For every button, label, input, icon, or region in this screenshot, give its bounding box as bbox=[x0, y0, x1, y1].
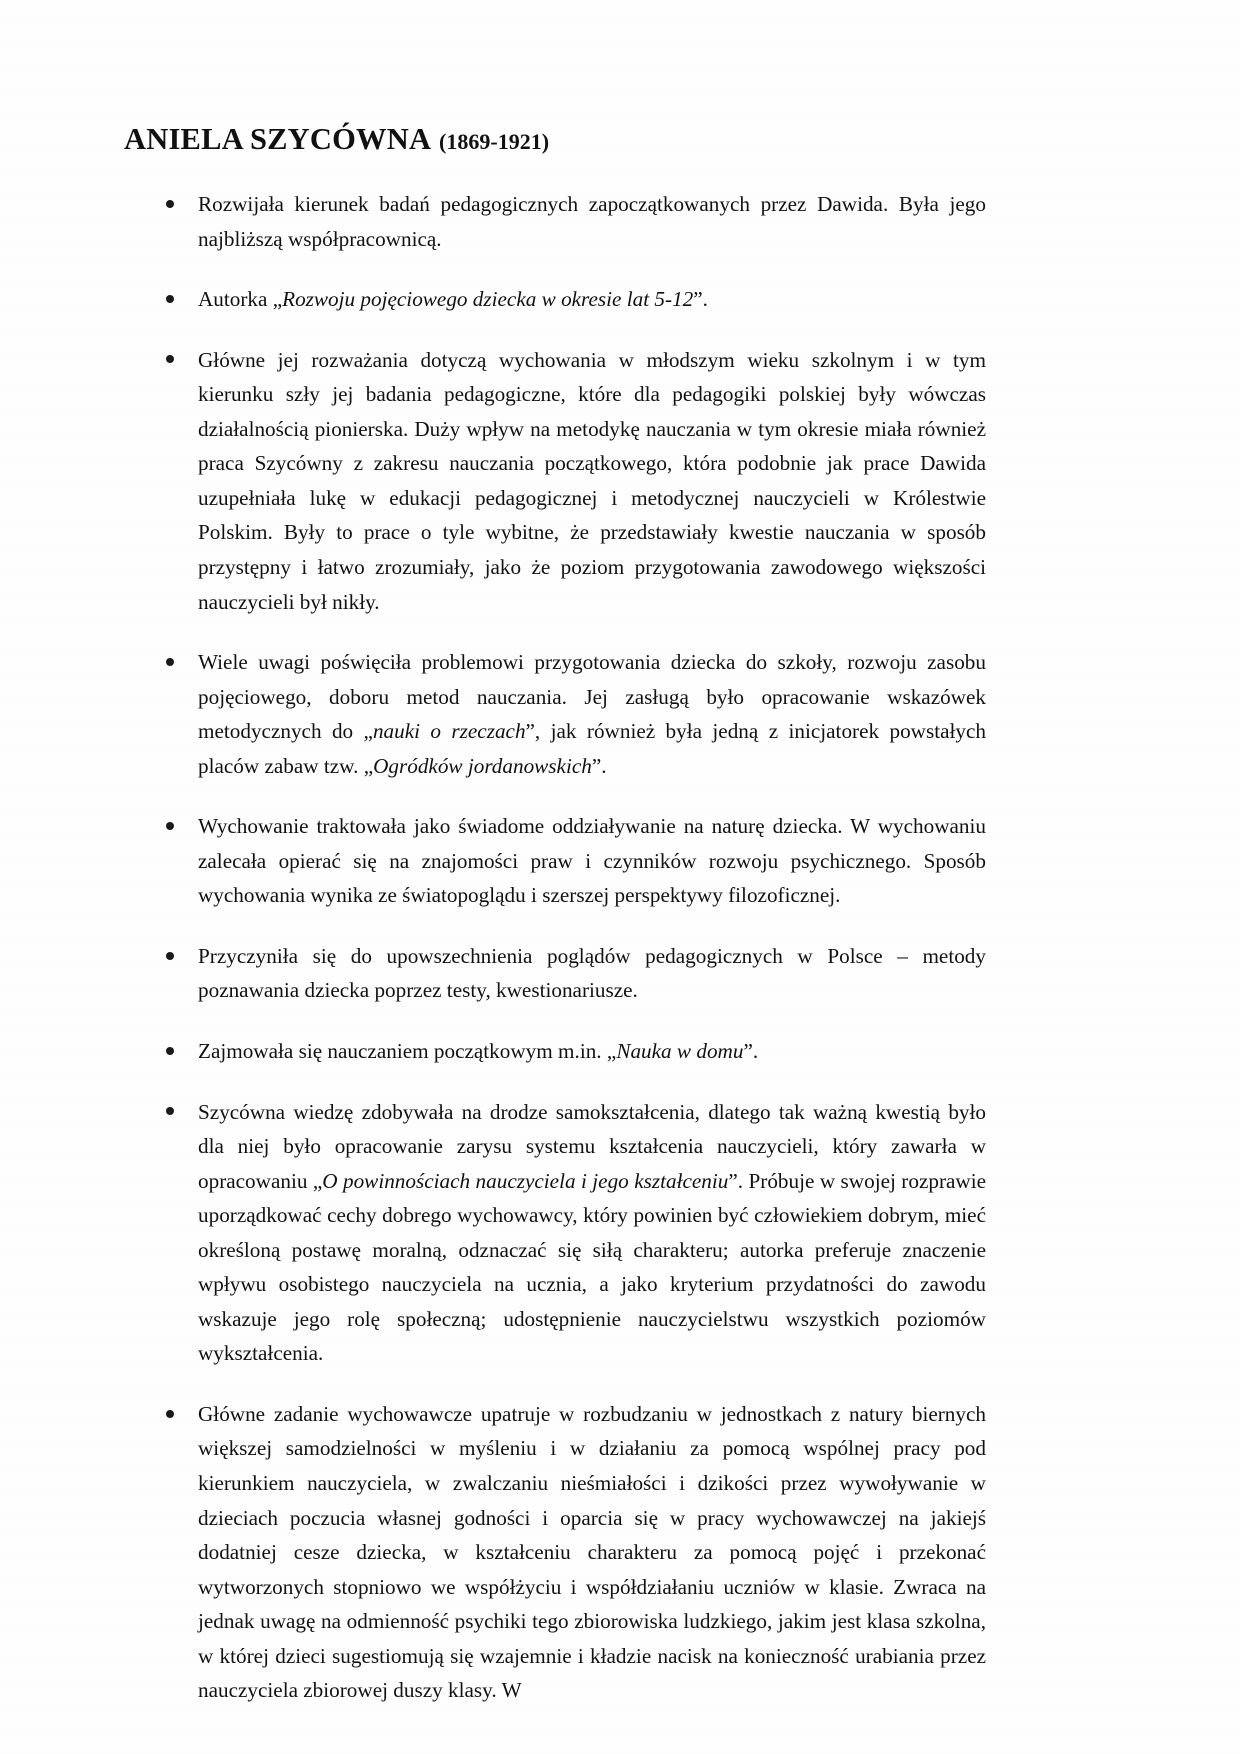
document-content bbox=[124, 122, 986, 1708]
bullet-point-icon bbox=[166, 295, 174, 303]
bullet-point-icon bbox=[166, 658, 174, 666]
list-item-text bbox=[198, 1095, 986, 1371]
page-title-years: (1869-1921) bbox=[439, 129, 550, 154]
list-item bbox=[124, 809, 986, 913]
list-item bbox=[124, 939, 986, 1008]
italic-work-title: O powinnościach nauczyciela i jego kształceniu bbox=[322, 1168, 729, 1193]
italic-work-title: Nauka w domu bbox=[616, 1039, 744, 1063]
list-item bbox=[124, 1034, 986, 1069]
list-item bbox=[124, 1397, 986, 1708]
list-item-text bbox=[198, 809, 986, 913]
text-run: ”. bbox=[591, 753, 607, 778]
list-item-text bbox=[198, 282, 986, 317]
text-run: ”. bbox=[693, 287, 708, 312]
list-item bbox=[124, 187, 986, 256]
text-run: Zajmowała się nauczaniem początkowym m.in. „ bbox=[198, 1039, 617, 1063]
bullet-point-icon bbox=[166, 1107, 174, 1115]
list-item-text bbox=[198, 343, 986, 619]
list-item-text bbox=[198, 187, 986, 256]
bullet-list bbox=[124, 187, 986, 1708]
list-item-text bbox=[198, 1397, 986, 1708]
text-run: Szycówna wiedzę zdobywała na drodze samokształcenia, dlatego tak ważną kwestią było dla niej było opracowanie zarysu systemu kształcenia nauczycieli, który zawarła w opracowaniu „ bbox=[198, 1099, 986, 1193]
italic-work-title: Ogródków jordanowskich bbox=[373, 753, 592, 778]
list-item bbox=[124, 645, 986, 783]
page-title bbox=[124, 122, 986, 157]
text-run: Wiele uwagi poświęciła problemowi przygotowania dziecka do szkoły, rozwoju zasobu pojęciowego, doboru metod nauczania. Jej zasługą było opracowanie wskazówek metodycznych do „ bbox=[198, 650, 986, 744]
text-run: Przyczyniła się do upowszechnienia poglądów pedagogicznych w Polsce – metody poznawania dziecka poprzez testy, kwestionariusze. bbox=[198, 943, 986, 1003]
bullet-point-icon bbox=[166, 1410, 174, 1418]
bullet-point-icon bbox=[166, 1047, 174, 1055]
text-run: Główne jej rozważania dotyczą wychowania w młodszym wieku szkolnym i w tym kierunku szły jej badania pedagogiczne, które dla pedagogiki polskiej były wówczas działalnością pionierska. Duży wpływ na metodykę nauczania w tym okresie miała również praca Szycówny z zakresu nauczania początkowego, która podobnie jak prace Dawida uzupełniała lukę w edukacji pedagogicznej i metodycznej nauczycieli w Królestwie Polskim. Były to prace o tyle wybitne, że przedstawiały kwestie nauczania w sposób przystępny i łatwo zrozumiały, jako że poziom przygotowania zawodowego większości nauczycieli był nikły. bbox=[198, 347, 986, 614]
italic-work-title: Rozwoju pojęciowego dziecka w okresie lat 5-12 bbox=[282, 287, 694, 312]
text-run: Autorka „ bbox=[198, 287, 283, 312]
text-run: Rozwijała kierunek badań pedagogicznych zapoczątkowanych przez Dawida. Była jego najbliższą współpracownicą. bbox=[198, 192, 986, 251]
text-run: ”. Próbuje w swojej rozprawie uporządkować cechy dobrego wychowawcy, który powinien być człowiekiem dobrym, mieć określoną postawę moralną, odznaczać się siłą charakteru; autorka preferuje znaczenie wpływu osobistego nauczyciela na ucznia, a jako kryterium przydatności do zawodu wskazuje jego rolę społeczną; udostępnienie nauczycielstwu wszystkich poziomów wykształcenia. bbox=[198, 1168, 987, 1366]
list-item bbox=[124, 343, 986, 619]
list-item-text bbox=[198, 645, 986, 783]
bullet-point-icon bbox=[166, 822, 174, 830]
text-run: ”. bbox=[743, 1039, 759, 1063]
list-item-text bbox=[198, 939, 986, 1008]
text-run: Główne zadanie wychowawcze upatruje w rozbudzaniu w jednostkach z natury biernych większej samodzielności w myśleniu i w działaniu za pomocą wspólnej pracy pod kierunkiem nauczyciela, w zwalczaniu nieśmiałości i dzikości przez wywoływanie w dzieciach poczucia własnej godności i oparcia się w pracy wychowawczej na jakiejś dodatniej cesze dziecka, w kształceniu charakteru za pomocą pojęć i przekonać wytworzonych stopniowo we współżyciu i współdziałaniu uczniów w klasie. Zwraca na jednak uwagę na odmienność psychiki tego zbiorowiska ludzkiego, jakim jest klasa szkolna, w której dzieci sugestiomują się wzajemnie i kładzie nacisk na konieczność urabiania przez nauczyciela zbiorowej duszy klasy. W bbox=[198, 1401, 986, 1703]
list-item bbox=[124, 282, 986, 317]
bullet-point-icon bbox=[166, 952, 174, 960]
list-item bbox=[124, 1095, 986, 1371]
text-run: ”, jak również była jedną z inicjatorek powstałych placów zabaw tzw. „ bbox=[198, 719, 986, 778]
bullet-point-icon bbox=[166, 355, 174, 363]
bullet-point-icon bbox=[166, 200, 174, 208]
page-title-name: ANIELA SZYCÓWNA bbox=[124, 122, 432, 156]
text-run: Wychowanie traktowała jako świadome oddziaływanie na naturę dziecka. W wychowaniu zalecała opierać się na znajomości praw i czynników rozwoju psychicznego. Sposób wychowania wynika ze światopoglądu i szerszej perspektywy filozoficznej. bbox=[198, 814, 986, 908]
list-item-text bbox=[198, 1034, 986, 1069]
italic-work-title: nauki o rzeczach bbox=[372, 719, 526, 744]
